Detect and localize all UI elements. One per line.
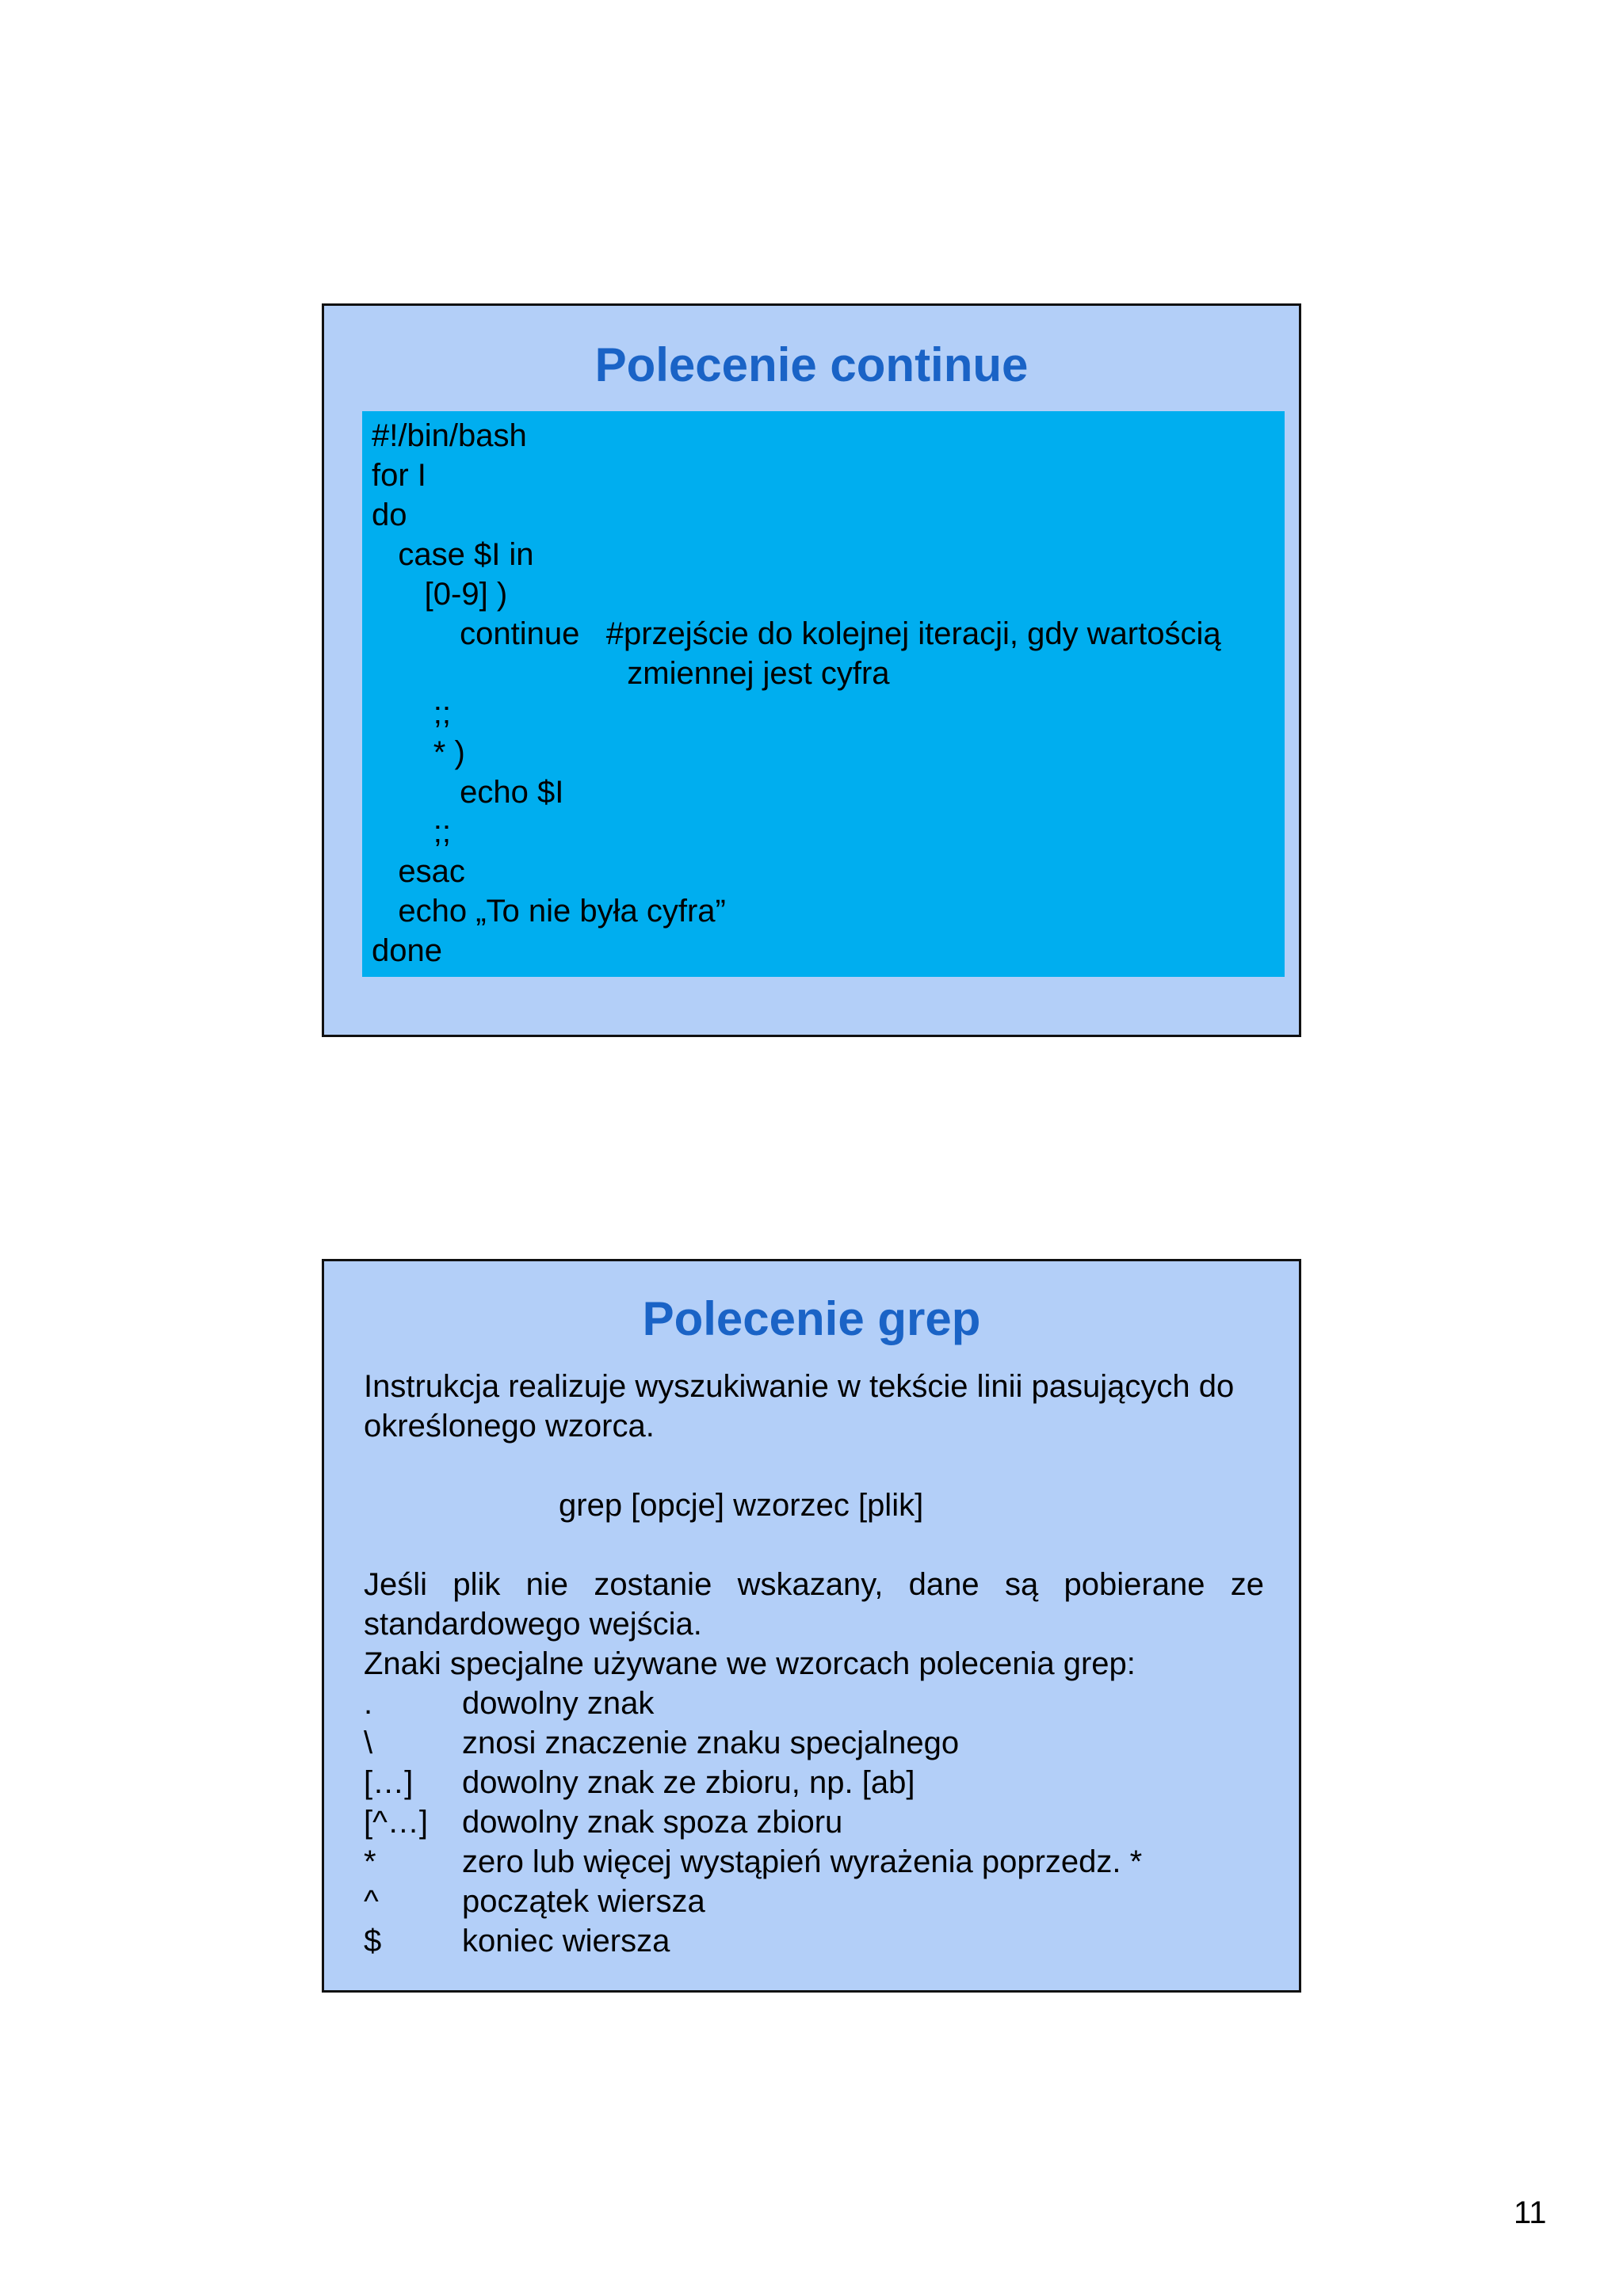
- code-line: case $I in: [372, 537, 534, 572]
- code-line: * ): [372, 735, 465, 770]
- code-block: [362, 411, 1285, 977]
- special-char-description: znosi znaczenie znaku specjalnego: [462, 1726, 960, 1760]
- list-item: [364, 1921, 1142, 1961]
- code-line: do: [372, 498, 407, 532]
- special-char-symbol: […]: [364, 1765, 414, 1800]
- special-char-description: początek wiersza: [462, 1884, 705, 1919]
- code-line: #!/bin/bash: [372, 418, 527, 453]
- stdin-note: Jeśli plik nie zostanie wskazany, dane są pobierane ze standardowego wejścia.: [364, 1567, 1264, 1642]
- intro-paragraph: Instrukcja realizuje wyszukiwanie w tekście linii pasujących do określonego wzorca.: [364, 1369, 1235, 1444]
- special-char-symbol: .: [364, 1686, 373, 1721]
- code-line: ;;: [372, 814, 452, 849]
- list-item: [364, 1763, 1142, 1802]
- slide-continue: [322, 303, 1301, 1037]
- special-char-symbol: $: [364, 1924, 382, 1958]
- code-line: echo $I: [372, 775, 564, 810]
- special-char-description: dowolny znak spoza zbioru: [462, 1805, 843, 1840]
- special-char-symbol: [^…]: [364, 1805, 428, 1840]
- list-item: [364, 1684, 1142, 1723]
- list-item: [364, 1842, 1142, 1882]
- special-chars-list: [364, 1684, 1142, 1961]
- code-line: done: [372, 933, 442, 968]
- code-line: continue #przejście do kolejnej iteracji, gdy wartością: [372, 616, 1221, 651]
- special-char-description: dowolny znak ze zbioru, np. [ab]: [462, 1765, 915, 1800]
- special-char-description: koniec wiersza: [462, 1924, 670, 1958]
- special-chars-heading: Znaki specjalne używane we wzorcach polecenia grep:: [364, 1646, 1136, 1681]
- list-item: [364, 1882, 1142, 1921]
- code-line: ;;: [372, 696, 452, 730]
- code-line: esac: [372, 854, 465, 889]
- page-number: 11: [1514, 2195, 1547, 2230]
- code-line: for I: [372, 458, 426, 493]
- code-line: zmiennej jest cyfra: [372, 656, 890, 691]
- slide-title: Polecenie grep: [642, 1292, 981, 1345]
- list-item: [364, 1802, 1142, 1842]
- special-char-symbol: *: [364, 1844, 376, 1879]
- special-char-description: zero lub więcej wystąpień wyrażenia poprzedz. *: [462, 1844, 1143, 1879]
- code-line: [0-9] ): [372, 577, 508, 612]
- slide-title: Polecenie continue: [594, 338, 1029, 391]
- list-item: [364, 1723, 1142, 1763]
- special-char-symbol: \: [364, 1726, 373, 1760]
- special-char-symbol: ^: [364, 1884, 379, 1919]
- syntax-line: grep [opcje] wzorzec [plik]: [559, 1488, 924, 1523]
- special-char-description: dowolny znak: [462, 1686, 655, 1721]
- slide-grep: [322, 1259, 1301, 1993]
- code-line: echo „To nie była cyfra”: [372, 894, 726, 929]
